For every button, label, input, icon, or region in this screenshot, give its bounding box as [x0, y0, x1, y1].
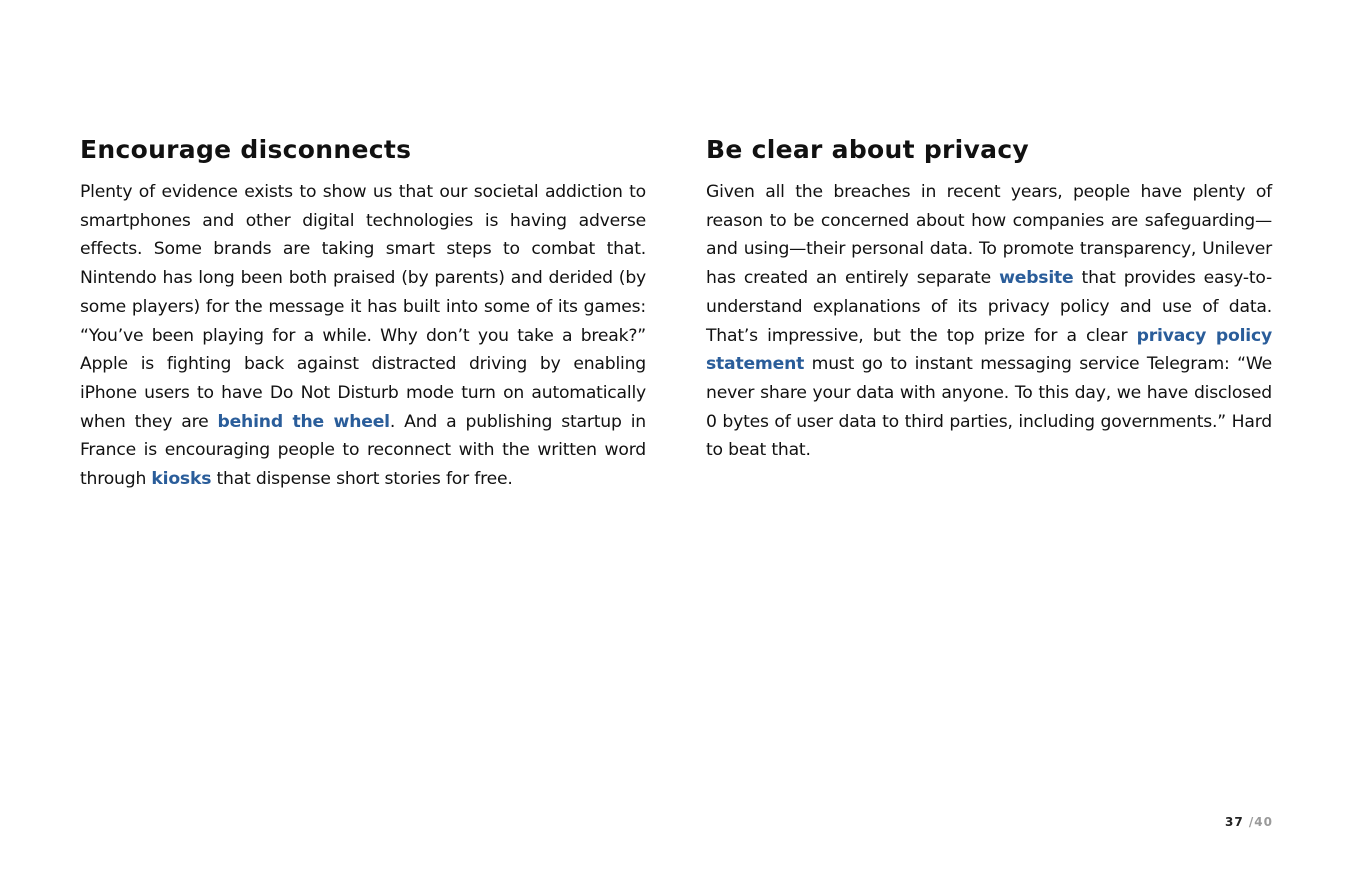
body-text: that dispense short stories for free.	[211, 469, 513, 490]
body-text: Plenty of evidence exists to show us that our societal addiction to smartphones and other digital technologies is having adverse effects. Some brands are taking smart steps to combat that. Nintendo has long been both praised (by parents) and derided (by some players) for the message it has built into some of its games: “You’ve been playing for a while. Why don’t you take a break?” Apple is fighting back against distracted driving by enabling iPhone users to have Do Not Disturb mode turn on automatically when they are	[80, 182, 646, 432]
body-text: Given all the breaches in recent years, people have plenty of reason to be concerned about how companies are safeguarding—and using—their personal data. To promote transparency, Unilever has created an entirely separate	[706, 182, 1272, 289]
section-heading: Encourage disconnects	[80, 135, 412, 164]
section-encourage-disconnects	[80, 132, 646, 494]
section-heading: Be clear about privacy	[706, 135, 1030, 164]
section-body	[706, 178, 1272, 465]
page-total: 40	[1254, 815, 1273, 829]
body-text: bytes of user data to third parties, including governments.” Hard to beat that.	[706, 411, 1272, 461]
kiosks-link[interactable]: kiosks	[151, 469, 212, 490]
bytes-disclosed-number: 0	[706, 411, 717, 432]
privacy-policy-statement-link[interactable]: privacy policy statement	[706, 325, 1272, 375]
page-separator: /	[1248, 815, 1255, 829]
page-number	[1225, 815, 1273, 829]
section-be-clear-about-privacy	[706, 132, 1272, 465]
body-text: must go to instant messaging service Telegram: “We never share your data with anyone. To this day, we have disclosed	[706, 354, 1272, 403]
section-body	[80, 178, 646, 494]
behind-the-wheel-link[interactable]: behind the wheel	[217, 411, 390, 432]
website-link[interactable]: website	[999, 268, 1074, 289]
body-text: that provides easy-to-understand explanations of its privacy policy and use of data. That’s impressive, but the top prize for a clear	[706, 268, 1272, 346]
body-text: . And a publishing startup in France is encouraging people to reconnect with the written word through	[80, 411, 646, 490]
page-current: 37	[1225, 815, 1244, 829]
